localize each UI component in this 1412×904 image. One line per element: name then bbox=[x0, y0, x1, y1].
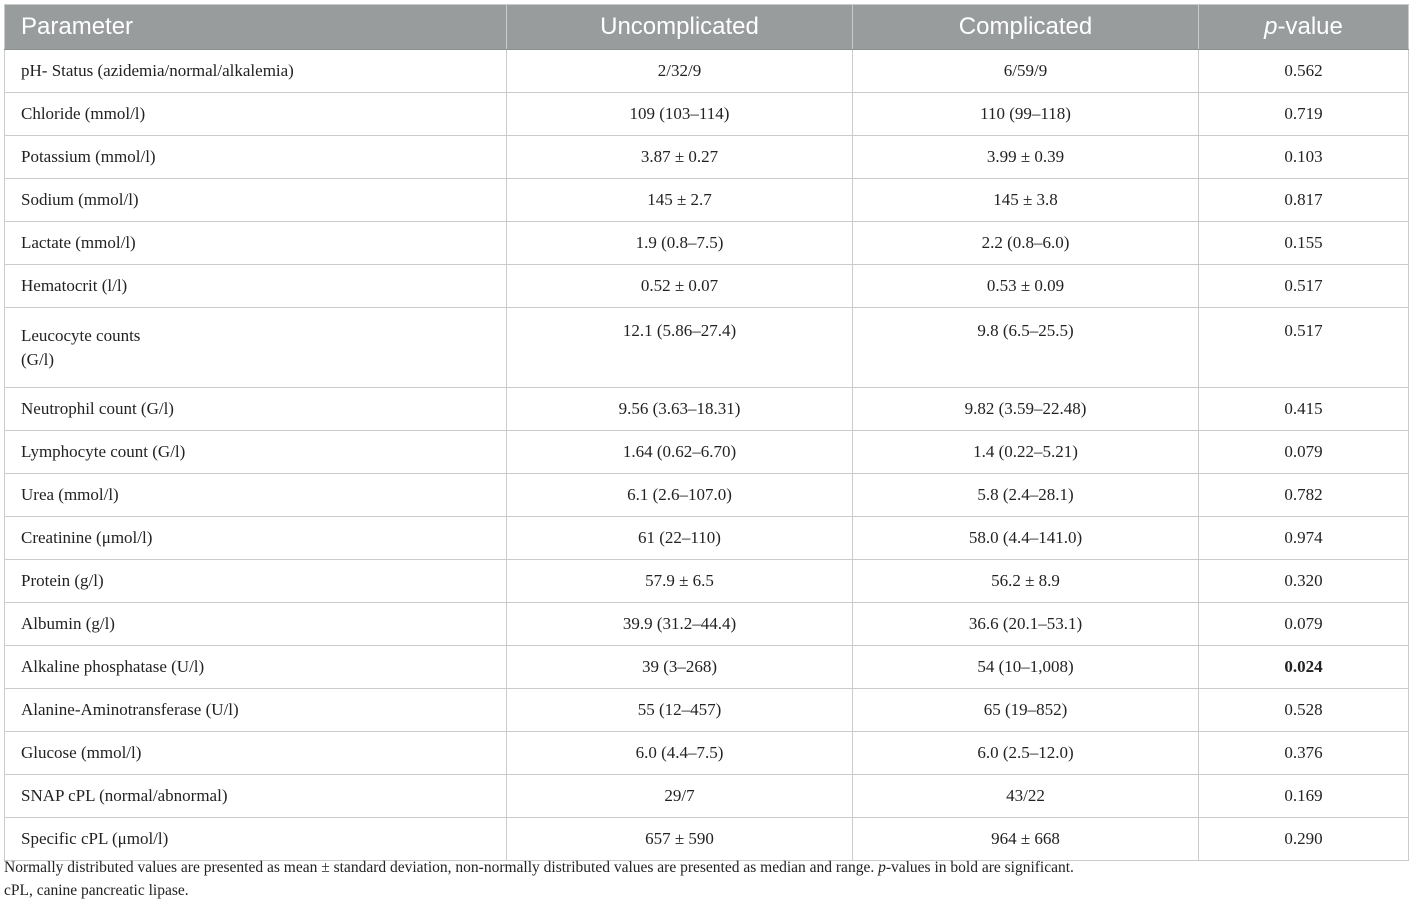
table-row bbox=[5, 818, 1409, 861]
p-value-cell: 0.155 bbox=[1199, 222, 1409, 265]
uncomplicated-cell: 6.0 (4.4–7.5) bbox=[507, 732, 853, 775]
uncomplicated-cell: 2/32/9 bbox=[507, 50, 853, 93]
complicated-cell: 54 (10–1,008) bbox=[853, 646, 1199, 689]
header-p-suffix: -value bbox=[1277, 13, 1343, 40]
p-value-cell: 0.782 bbox=[1199, 474, 1409, 517]
parameter-cell: Protein (g/l) bbox=[5, 560, 507, 603]
p-value-cell: 0.562 bbox=[1199, 50, 1409, 93]
footnote-text-a: Normally distributed values are presented as mean ± standard deviation, non-normally distributed values are presented as median and range. bbox=[4, 859, 879, 876]
header-parameter: Parameter bbox=[5, 5, 507, 50]
parameter-cell: Specific cPL (μmol/l) bbox=[5, 818, 507, 861]
table-row bbox=[5, 388, 1409, 431]
uncomplicated-cell: 1.9 (0.8–7.5) bbox=[507, 222, 853, 265]
p-value-cell: 0.528 bbox=[1199, 689, 1409, 732]
p-value-cell: 0.290 bbox=[1199, 818, 1409, 861]
parameter-cell: Lactate (mmol/l) bbox=[5, 222, 507, 265]
p-value-cell: 0.320 bbox=[1199, 560, 1409, 603]
p-value-cell: 0.817 bbox=[1199, 179, 1409, 222]
parameter-cell: Albumin (g/l) bbox=[5, 603, 507, 646]
p-value-cell: 0.103 bbox=[1199, 136, 1409, 179]
parameter-cell: Creatinine (μmol/l) bbox=[5, 517, 507, 560]
complicated-cell: 2.2 (0.8–6.0) bbox=[853, 222, 1199, 265]
table-row bbox=[5, 93, 1409, 136]
table-row bbox=[5, 775, 1409, 818]
uncomplicated-cell: 145 ± 2.7 bbox=[507, 179, 853, 222]
uncomplicated-cell: 12.1 (5.86–27.4) bbox=[507, 308, 853, 388]
complicated-cell: 43/22 bbox=[853, 775, 1199, 818]
table-row bbox=[5, 474, 1409, 517]
table-header bbox=[5, 5, 1409, 50]
table-row bbox=[5, 689, 1409, 732]
table-row bbox=[5, 50, 1409, 93]
table-row bbox=[5, 603, 1409, 646]
parameter-label: Leucocyte counts (G/l) bbox=[21, 325, 141, 369]
complicated-cell: 36.6 (20.1–53.1) bbox=[853, 603, 1199, 646]
uncomplicated-cell: 6.1 (2.6–107.0) bbox=[507, 474, 853, 517]
uncomplicated-cell: 61 (22–110) bbox=[507, 517, 853, 560]
p-value-cell: 0.719 bbox=[1199, 93, 1409, 136]
footnote-p-letter: p bbox=[878, 859, 886, 876]
p-value-cell: 0.376 bbox=[1199, 732, 1409, 775]
uncomplicated-cell: 39 (3–268) bbox=[507, 646, 853, 689]
table-row bbox=[5, 517, 1409, 560]
table-row bbox=[5, 179, 1409, 222]
parameter-cell: Lymphocyte count (G/l) bbox=[5, 431, 507, 474]
p-value-cell: 0.974 bbox=[1199, 517, 1409, 560]
table-row bbox=[5, 136, 1409, 179]
footnote-statistics bbox=[4, 856, 1074, 879]
parameter-cell: Urea (mmol/l) bbox=[5, 474, 507, 517]
table-row bbox=[5, 646, 1409, 689]
uncomplicated-cell: 29/7 bbox=[507, 775, 853, 818]
table-row bbox=[5, 265, 1409, 308]
p-value-cell: 0.079 bbox=[1199, 431, 1409, 474]
table-row bbox=[5, 560, 1409, 603]
table-row bbox=[5, 222, 1409, 265]
parameter-cell bbox=[5, 308, 507, 388]
parameter-cell: Sodium (mmol/l) bbox=[5, 179, 507, 222]
complicated-cell: 6/59/9 bbox=[853, 50, 1199, 93]
complicated-cell: 110 (99–118) bbox=[853, 93, 1199, 136]
footnote-abbreviation: cPL, canine pancreatic lipase. bbox=[4, 882, 189, 899]
parameter-cell: Neutrophil count (G/l) bbox=[5, 388, 507, 431]
header-row bbox=[5, 5, 1409, 50]
parameter-cell: Chloride (mmol/l) bbox=[5, 93, 507, 136]
table-footnotes bbox=[4, 856, 1074, 902]
uncomplicated-cell: 55 (12–457) bbox=[507, 689, 853, 732]
p-value-cell: 0.415 bbox=[1199, 388, 1409, 431]
table-row bbox=[5, 308, 1409, 388]
p-value-cell: 0.517 bbox=[1199, 265, 1409, 308]
footnote-text-b: -values in bold are significant. bbox=[885, 859, 1074, 876]
parameter-cell: Hematocrit (l/l) bbox=[5, 265, 507, 308]
table-body bbox=[5, 50, 1409, 861]
p-value-cell-significant: 0.024 bbox=[1199, 646, 1409, 689]
uncomplicated-cell: 0.52 ± 0.07 bbox=[507, 265, 853, 308]
results-table bbox=[4, 4, 1409, 861]
complicated-cell: 145 ± 3.8 bbox=[853, 179, 1199, 222]
complicated-cell: 5.8 (2.4–28.1) bbox=[853, 474, 1199, 517]
p-value-cell: 0.517 bbox=[1199, 308, 1409, 388]
parameter-cell: pH- Status (azidemia/normal/alkalemia) bbox=[5, 50, 507, 93]
parameter-cell: SNAP cPL (normal/abnormal) bbox=[5, 775, 507, 818]
table-row bbox=[5, 431, 1409, 474]
complicated-cell: 65 (19–852) bbox=[853, 689, 1199, 732]
complicated-cell: 1.4 (0.22–5.21) bbox=[853, 431, 1199, 474]
uncomplicated-cell: 39.9 (31.2–44.4) bbox=[507, 603, 853, 646]
parameter-cell: Potassium (mmol/l) bbox=[5, 136, 507, 179]
results-table-container bbox=[4, 4, 1408, 861]
header-complicated: Complicated bbox=[853, 5, 1199, 50]
uncomplicated-cell: 657 ± 590 bbox=[507, 818, 853, 861]
complicated-cell: 9.82 (3.59–22.48) bbox=[853, 388, 1199, 431]
uncomplicated-cell: 1.64 (0.62–6.70) bbox=[507, 431, 853, 474]
header-p-letter: p bbox=[1264, 13, 1278, 40]
header-uncomplicated: Uncomplicated bbox=[507, 5, 853, 50]
p-value-cell: 0.079 bbox=[1199, 603, 1409, 646]
complicated-cell: 964 ± 668 bbox=[853, 818, 1199, 861]
parameter-cell: Alkaline phosphatase (U/l) bbox=[5, 646, 507, 689]
parameter-cell: Alanine-Aminotransferase (U/l) bbox=[5, 689, 507, 732]
complicated-cell: 0.53 ± 0.09 bbox=[853, 265, 1199, 308]
uncomplicated-cell: 109 (103–114) bbox=[507, 93, 853, 136]
uncomplicated-cell: 57.9 ± 6.5 bbox=[507, 560, 853, 603]
complicated-cell: 3.99 ± 0.39 bbox=[853, 136, 1199, 179]
complicated-cell: 6.0 (2.5–12.0) bbox=[853, 732, 1199, 775]
table-row bbox=[5, 732, 1409, 775]
complicated-cell: 9.8 (6.5–25.5) bbox=[853, 308, 1199, 388]
complicated-cell: 56.2 ± 8.9 bbox=[853, 560, 1199, 603]
uncomplicated-cell: 9.56 (3.63–18.31) bbox=[507, 388, 853, 431]
complicated-cell: 58.0 (4.4–141.0) bbox=[853, 517, 1199, 560]
p-value-cell: 0.169 bbox=[1199, 775, 1409, 818]
parameter-cell: Glucose (mmol/l) bbox=[5, 732, 507, 775]
header-p-value bbox=[1199, 5, 1409, 50]
uncomplicated-cell: 3.87 ± 0.27 bbox=[507, 136, 853, 179]
